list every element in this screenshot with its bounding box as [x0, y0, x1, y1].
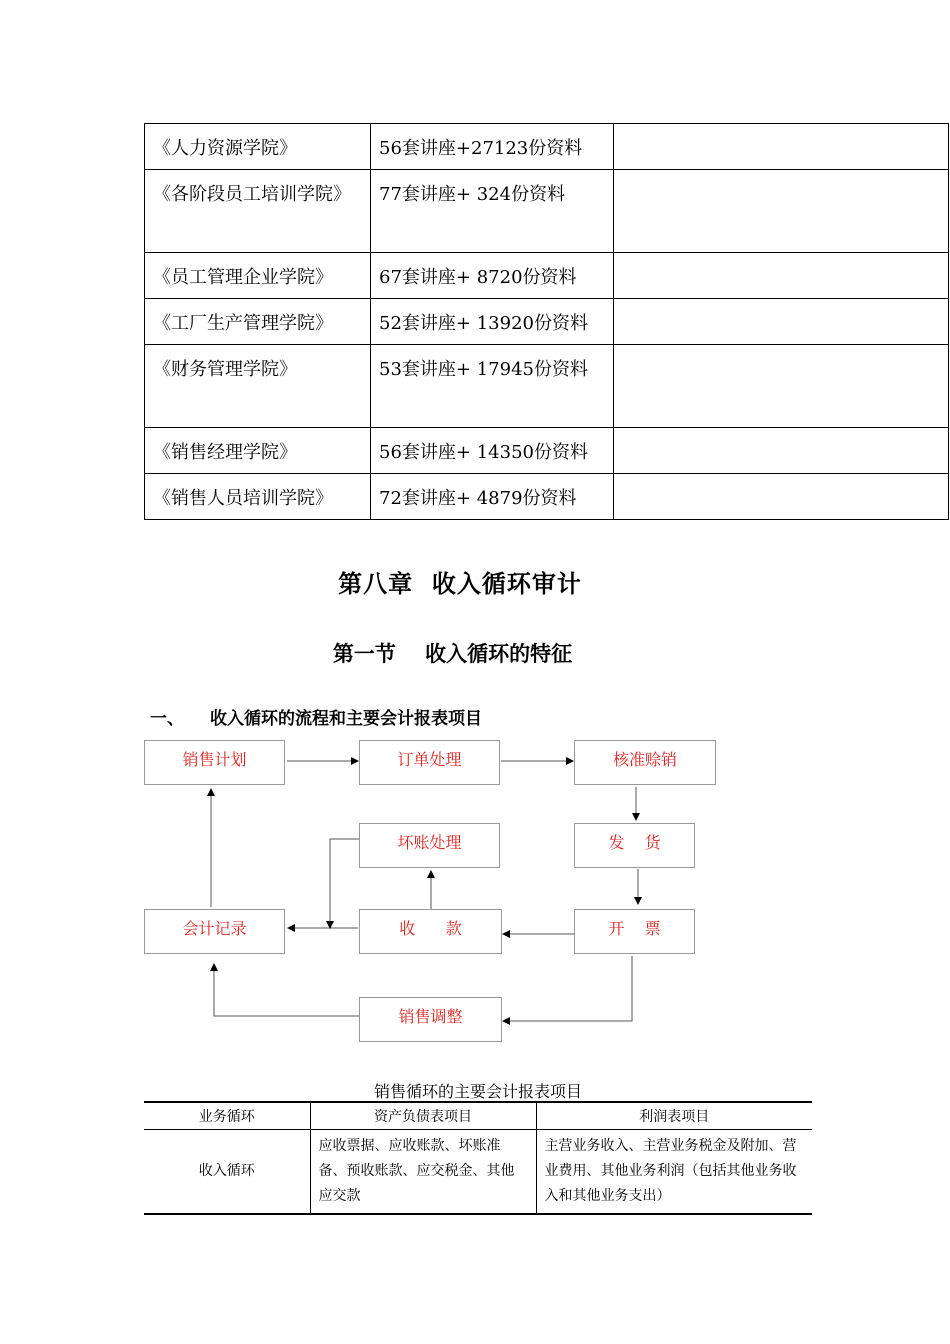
course-content: 56套讲座+ 14350份资料 — [371, 428, 614, 474]
flow-box-sales-plan: 销售计划 — [144, 740, 285, 785]
arrow-adjustment-to-accounting — [214, 964, 359, 1016]
flow-box-accounting: 会计记录 — [144, 909, 285, 954]
course-content: 52套讲座+ 13920份资料 — [371, 299, 614, 345]
course-content: 53套讲座+ 17945份资料 — [371, 345, 614, 428]
column-header: 利润表项目 — [536, 1102, 812, 1130]
arrow-invoice-to-adjustment — [503, 956, 632, 1021]
cycle-cell: 收入循环 — [144, 1130, 310, 1215]
table-header-row — [144, 1102, 812, 1130]
flow-box-order-processing: 订单处理 — [359, 740, 500, 785]
course-content: 67套讲座+ 8720份资料 — [371, 253, 614, 299]
income-statement-cell: 主营业务收入、主营业务税金及附加、营业费用、其他业务利润（包括其他业务收入和其他业务支出） — [536, 1130, 812, 1215]
flow-box-shipping: 发 货 — [574, 823, 695, 868]
course-name: 《各阶段员工培训学院》 — [145, 170, 371, 253]
course-name: 《财务管理学院》 — [145, 345, 371, 428]
items-table — [144, 1101, 812, 1215]
sub-heading-number: 一、 — [150, 709, 184, 729]
sub-heading-text: 收入循环的流程和主要会计报表项目 — [210, 709, 482, 729]
course-content: 77套讲座+ 324份资料 — [371, 170, 614, 253]
flow-box-collection: 收 款 — [359, 909, 502, 954]
flow-box-invoicing: 开 票 — [574, 909, 695, 954]
course-name: 《销售人员培训学院》 — [145, 474, 371, 520]
course-name: 《人力资源学院》 — [145, 124, 371, 170]
course-content: 72套讲座+ 4879份资料 — [371, 474, 614, 520]
course-name: 《员工管理企业学院》 — [145, 253, 371, 299]
column-header: 资产负债表项目 — [310, 1102, 536, 1130]
flow-box-sales-adjustment: 销售调整 — [359, 997, 502, 1042]
flow-box-bad-debt: 坏账处理 — [359, 823, 500, 868]
chapter-title: 第八章 收入循环审计 — [338, 569, 582, 598]
balance-sheet-cell: 应收票据、应收账款、坏账准备、预收账款、应交税金、其他应交款 — [310, 1130, 536, 1215]
flow-box-credit-approval: 核准赊销 — [574, 740, 716, 785]
table-row — [144, 1130, 812, 1215]
column-header: 业务循环 — [144, 1102, 310, 1130]
course-name: 《销售经理学院》 — [145, 428, 371, 474]
items-table-caption: 销售循环的主要会计报表项目 — [373, 1084, 582, 1101]
course-content: 56套讲座+27123份资料 — [371, 124, 614, 170]
section-title: 第一节 收入循环的特征 — [332, 641, 573, 666]
course-name: 《工厂生产管理学院》 — [145, 299, 371, 345]
arrow-baddebt-to-accounting — [330, 839, 359, 928]
